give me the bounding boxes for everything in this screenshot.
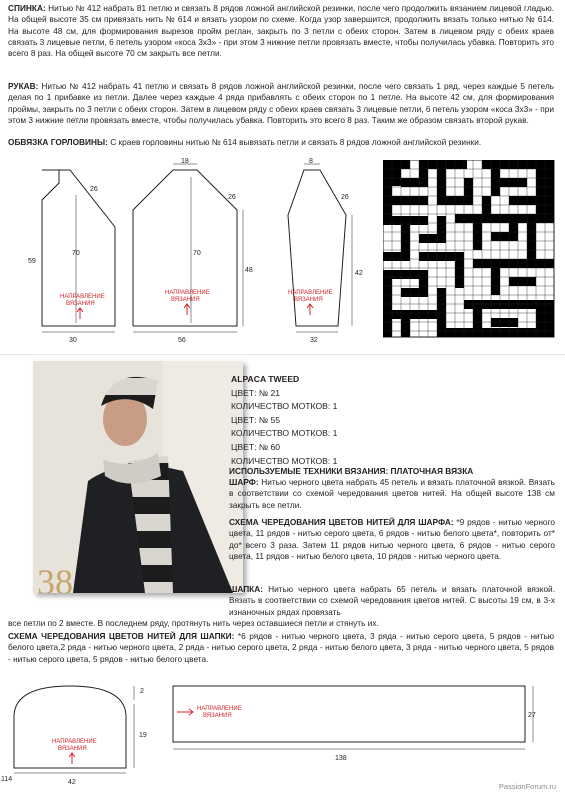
- back-text: Нитью № 412 набрать 81 петлю и связать 8 рядов ложной английской резинки, после чего продолжить вязанием лицевой гладью. На общей высоте 35 см привязать нить № 614 и вязать узором по схеме. Когда узор завершится, продолжить вязать только нитью № 614. На высоте 48 см, для формирования вырезов пройм реглан, закрыть по 3 петли с обеих сторон. Затем в лицевом ряду с обеих краев связать 3 лицевые петли, 6 петель узором «коса 3х3» - при этом 3 нижние петли провязать вместе, чтобы получилась убавка. Повторить это всего 8 раз. На общей высоте 70 см закрыть все петли.: [8, 3, 554, 59]
- yarn-title: ALPACA TWEED: [231, 374, 300, 384]
- hat-side-height: 19: [139, 732, 147, 739]
- sleeve-text: Нитью № 412 набрать 41 петлю и связать 8 рядов ложной английской резинки, после чего связать 1 ряд, через каждые 5 петель делая по 1 прибавке из петли. Далее через каждые 4 ряда прибавлять с обеих сторон по 1 петле. На высоте 42 см, для формирования проймы, закрыть по 3 петли с обеих сторон. Затем в лицевом ряду с обеих краев связать 3 лицевые петли, 6 петель узором «коса 3х3» - при этом 3 нижние петли провязать вместе, чтобы получилась убавка. Повторить это всего 8 раз. Таким же образом связать второй рукав.: [8, 81, 554, 125]
- yarn-list: [231, 373, 337, 468]
- back-bottom-width: 30: [69, 337, 77, 344]
- back-direction-label-2: ВЯЗАНИЯ: [66, 301, 95, 307]
- hat-schematic: [0, 680, 160, 790]
- back-shoulder-width: 26: [90, 186, 98, 193]
- techniques-heading: ИСПОЛЬЗУЕМЫЕ ТЕХНИКИ ВЯЗАНИЯ: ПЛАТОЧНАЯ ВЯЗКА: [229, 466, 474, 476]
- scarf-scheme-text: *9 рядов - нитью черного цвета, 11 рядов - нитью серого цвета, 6 рядов - нитью белого цвета*, повторить от* до* всего 3 раза. Затем 11 рядов нитью черного цвета, 6 рядов - нитью серого цвета, 11 рядов - нитью белого цвета, 10 рядов - нитью черного цвета.: [229, 517, 556, 561]
- scarf-scheme-title: СХЕМА ЧЕРЕДОВАНИЯ ЦВЕТОВ НИТЕЙ ДЛЯ ШАРФА:: [229, 517, 454, 527]
- scarf-title: ШАРФ:: [229, 477, 259, 487]
- yarn-qty-2: КОЛИЧЕСТВО МОТКОВ: 1: [231, 428, 338, 439]
- hat-direction-label-2: ВЯЗАНИЯ: [58, 746, 87, 752]
- front-side-height: 48: [245, 267, 253, 274]
- back-direction-arrow: [77, 308, 83, 319]
- front-direction-label-2: ВЯЗАНИЯ: [171, 297, 200, 303]
- sleeve-paragraph: [8, 81, 554, 126]
- sleeve-direction-label-2: ВЯЗАНИЯ: [294, 297, 323, 303]
- sleeve-direction-arrow: [307, 304, 313, 315]
- sleeve-side-height: 42: [355, 270, 363, 277]
- model-photo: [33, 361, 243, 593]
- model-illustration: [33, 361, 243, 593]
- sleeve-bottom-width: 32: [310, 337, 318, 344]
- hat-scheme-paragraph: [8, 631, 554, 665]
- sleeve-direction-label-1: НАПРАВЛЕНИЕ: [288, 290, 333, 296]
- back-direction-label-1: НАПРАВЛЕНИЕ: [60, 294, 105, 300]
- front-direction-arrow: [184, 304, 190, 315]
- back-paragraph: [8, 3, 554, 59]
- hat-scheme-text: *6 рядов - нитью черного цвета, 3 ряда - нитью серого цвета, 5 рядов - нитью белого цвета,2 ряда - нитью черного цвета, 2 ряда - нитью серого цвета, 2 ряда - нитью белого цвета, 3 ряда - нитью черного цвета, 5 рядов - нитью серого цвета, 5 рядов - нитью белого цвета.: [8, 631, 555, 664]
- yarn-qty-1: КОЛИЧЕСТВО МОТКОВ: 1: [231, 401, 338, 412]
- page-number-badge: 38: [37, 562, 73, 593]
- back-armhole-height: 70: [72, 250, 80, 257]
- sleeve-schematic: [268, 155, 383, 350]
- hat-top-height: 2: [140, 688, 144, 695]
- scarf-height: 27: [528, 712, 536, 719]
- back-schematic: [20, 155, 130, 350]
- hat-paragraph: [229, 584, 555, 618]
- section-divider: [0, 354, 565, 355]
- back-total-height: 59: [28, 258, 36, 265]
- scarf-schematic: [165, 680, 560, 780]
- yarn-qty-3: КОЛИЧЕСТВО МОТКОВ: 1: [231, 455, 338, 466]
- scarf-direction-arrow: [177, 709, 193, 715]
- hat-title: ШАПКА:: [229, 584, 264, 594]
- hat-corner-label: 114: [1, 776, 13, 783]
- sleeve-title: РУКАВ:: [8, 81, 39, 91]
- scarf-paragraph: [229, 477, 555, 511]
- hat-direction-arrow: [69, 753, 75, 764]
- front-raglan-width: 26: [228, 194, 236, 201]
- knitting-pattern-chart: [383, 160, 555, 338]
- sleeve-raglan-width: 26: [341, 194, 349, 201]
- yarn-color-3: ЦВЕТ: № 60: [231, 441, 281, 452]
- hat-scheme-title: СХЕМА ЧЕРЕДОВАНИЯ ЦВЕТОВ НИТЕЙ ДЛЯ ШАПКИ:: [8, 631, 235, 641]
- front-direction-label-1: НАПРАВЛЕНИЕ: [165, 290, 210, 296]
- scarf-direction-label-1: НАПРАВЛЕНИЕ: [197, 706, 242, 712]
- back-title: СПИНКА:: [8, 3, 46, 13]
- hat-text: Нитью черного цвета набрать 65 петель и вязать платочной вязкой. Вязать в соответствии со схемой чередования цветов нитей. С высоты 19 см, в 3-х изнаночных рядах провязать: [229, 584, 555, 617]
- scarf-text: Нитью черного цвета набрать 45 петель и вязать платочной вязкой. Вязать в соответствии со схемой чередования цветов нитей. На общей высоте 138 см закрыть все петли.: [229, 477, 555, 510]
- scarf-width: 138: [335, 755, 347, 762]
- scarf-direction-label-2: ВЯЗАНИЯ: [203, 713, 232, 719]
- neck-paragraph: [8, 137, 554, 148]
- neck-title: ОБВЯЗКА ГОРЛОВИНЫ:: [8, 137, 108, 147]
- hat-bottom-width: 42: [68, 779, 76, 786]
- neck-text: С краев горловины нитью № 614 вывязать петли и связать 8 рядов ложной английской резинки.: [107, 137, 482, 147]
- yarn-color-2: ЦВЕТ: № 55: [231, 414, 281, 425]
- hat-paragraph-continued: все петли по 2 вместе. В последнем ряду, протянуть нить через оставшиеся петли и стянуть их.: [8, 618, 379, 628]
- front-bottom-width: 56: [178, 337, 186, 344]
- sleeve-top-width: 8: [309, 158, 313, 165]
- footer-watermark: PassionForum.ru: [498, 782, 556, 791]
- scarf-scheme-paragraph: [229, 517, 555, 562]
- yarn-color-1: ЦВЕТ: № 21: [231, 387, 281, 398]
- front-inner-height: 70: [193, 250, 201, 257]
- front-top-width: 18: [181, 158, 189, 165]
- hat-direction-label-1: НАПРАВЛЕНИЕ: [52, 739, 97, 745]
- front-schematic: [125, 155, 260, 350]
